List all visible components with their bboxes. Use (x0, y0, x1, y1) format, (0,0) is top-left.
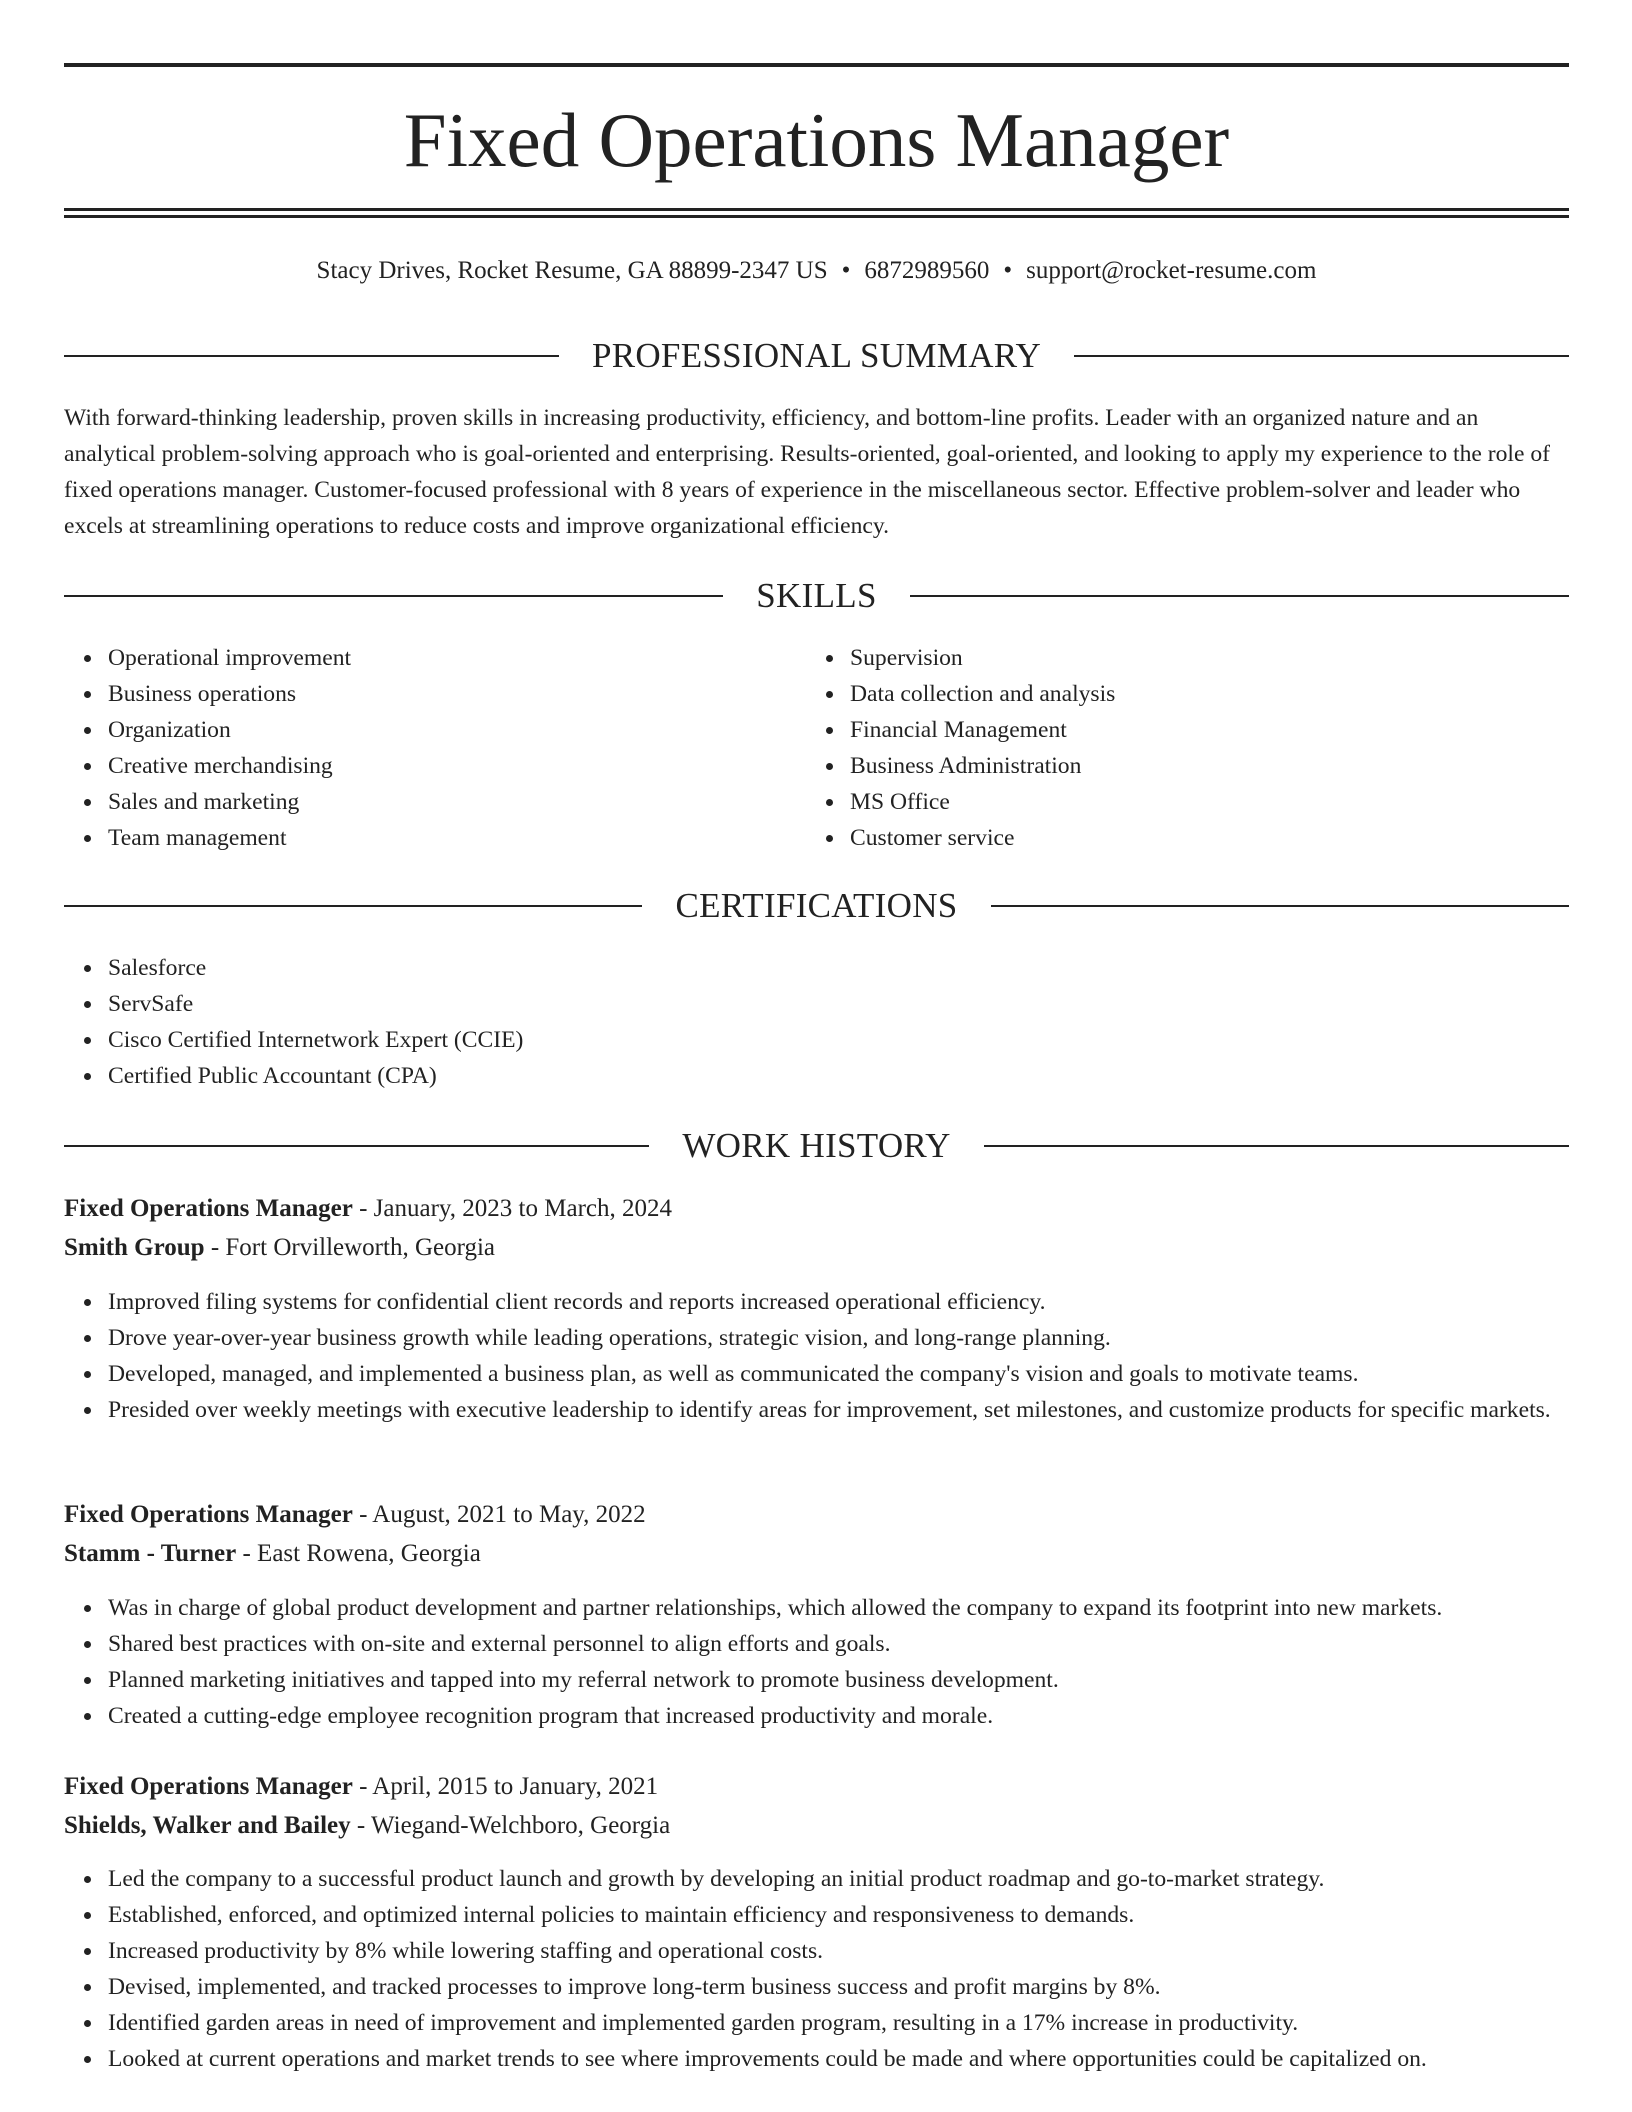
section-rule (984, 1145, 1569, 1147)
job-dates: - August, 2021 to May, 2022 (352, 1501, 646, 1528)
section-title-certifications: CERTIFICATIONS (675, 886, 958, 925)
list-item: Presided over weekly meetings with executive leadership to identify areas for improvement, set milestones, and customize products for specific markets. (108, 1392, 1613, 1428)
section-header-work-history (64, 1124, 1569, 1168)
section-rule (64, 355, 559, 357)
job-location: - Fort Orvilleworth, Georgia (204, 1234, 496, 1261)
job-company: Smith Group (64, 1234, 205, 1261)
section-header-summary (64, 334, 1569, 378)
list-item: Creative merchandising (108, 748, 808, 784)
job-company: Stamm - Turner (64, 1540, 237, 1567)
job-bullets (64, 1590, 1613, 1734)
job-dates: - January, 2023 to March, 2024 (352, 1195, 672, 1222)
job-title-line (64, 1191, 1569, 1227)
list-item: Looked at current operations and market trends to see where improvements could be made and where opportunities could be capitalized on. (108, 2041, 1613, 2077)
list-item: Created a cutting-edge employee recognition program that increased productivity and morale. (108, 1698, 1613, 1734)
contact-line (64, 254, 1569, 288)
contact-address: Stacy Drives, Rocket Resume, GA 88899-2347 US (316, 257, 828, 284)
list-item: Developed, managed, and implemented a business plan, as well as communicated the company's vision and goals to motivate teams. (108, 1356, 1613, 1392)
list-item: Business operations (108, 676, 808, 712)
list-item: Drove year-over-year business growth while leading operations, strategic vision, and long-range planning. (108, 1320, 1613, 1356)
job-title: Fixed Operations Manager (64, 1195, 353, 1222)
job-bullets (64, 1861, 1613, 2077)
list-item: Operational improvement (108, 640, 808, 676)
section-rule (991, 905, 1569, 907)
job-company-line (64, 1808, 1569, 1844)
list-item: Shared best practices with on-site and external personnel to align efforts and goals. (108, 1626, 1613, 1662)
contact-phone: 6872989560 (864, 257, 990, 284)
list-item: Customer service (850, 820, 1550, 856)
certifications-list (64, 950, 1568, 1094)
section-header-certifications (64, 884, 1569, 928)
summary-text: With forward-thinking leadership, proven skills in increasing productivity, efficiency, and bottom-line profits. Leader with an organized nature and an analytical problem-solving approach who is goal-oriented and enterprising. Results-oriented, goal-oriented, and looking to apply my experience to the role of fixed operations manager. Customer-focused professional with 8 years of experience in the miscellaneous sector. Effective problem-solver and leader who excels at streamlining operations to reduce costs and improve organizational efficiency. (64, 405, 1550, 539)
skills-list-right (806, 640, 1550, 856)
list-item: Devised, implemented, and tracked processes to improve long-term business success and profit margins by 8%. (108, 1969, 1613, 2005)
header-bottom-rule-lower (64, 215, 1569, 218)
list-item: Team management (108, 820, 808, 856)
job-dates: - April, 2015 to January, 2021 (352, 1773, 659, 1800)
contact-email: support@rocket-resume.com (1026, 257, 1317, 284)
list-item: Data collection and analysis (850, 676, 1550, 712)
header-top-rule (64, 63, 1569, 67)
section-rule (1074, 355, 1569, 357)
list-item: Identified garden areas in need of improvement and implemented garden program, resulting in a 17% increase in productivity. (108, 2005, 1613, 2041)
list-item: Supervision (850, 640, 1550, 676)
list-item: Sales and marketing (108, 784, 808, 820)
job-company: Shields, Walker and Bailey (64, 1812, 351, 1839)
list-item: Financial Management (850, 712, 1550, 748)
job-location: - East Rowena, Georgia (236, 1540, 481, 1567)
list-item: Increased productivity by 8% while lowering staffing and operational costs. (108, 1933, 1613, 1969)
section-rule (910, 595, 1569, 597)
skills-list-left (64, 640, 808, 856)
section-rule (64, 905, 642, 907)
section-title-summary: PROFESSIONAL SUMMARY (591, 336, 1042, 375)
list-item: MS Office (850, 784, 1550, 820)
section-header-skills (64, 574, 1569, 618)
job-bullets (64, 1284, 1613, 1428)
job-title-line (64, 1769, 1569, 1805)
contact-separator: • (1003, 257, 1013, 284)
list-item: Planned marketing initiatives and tapped into my referral network to promote business development. (108, 1662, 1613, 1698)
list-item: Was in charge of global product development and partner relationships, which allowed the company to expand its footprint into new markets. (108, 1590, 1613, 1626)
job-title-line (64, 1497, 1569, 1533)
list-item: Salesforce (108, 950, 1568, 986)
job-title: Fixed Operations Manager (64, 1501, 353, 1528)
list-item: ServSafe (108, 986, 1568, 1022)
list-item: Established, enforced, and optimized internal policies to maintain efficiency and responsiveness to demands. (108, 1897, 1613, 1933)
section-title-skills: SKILLS (756, 576, 877, 615)
list-item: Organization (108, 712, 808, 748)
job-company-line (64, 1230, 1569, 1266)
job-company-line (64, 1536, 1569, 1572)
job-location: - Wiegand-Welchboro, Georgia (350, 1812, 671, 1839)
list-item: Led the company to a successful product launch and growth by developing an initial product roadmap and go-to-market strategy. (108, 1861, 1613, 1897)
header-bottom-rule-upper (64, 208, 1569, 211)
list-item: Cisco Certified Internetwork Expert (CCIE) (108, 1022, 1568, 1058)
job-title: Fixed Operations Manager (64, 1773, 353, 1800)
list-item: Certified Public Accountant (CPA) (108, 1058, 1568, 1094)
section-rule (64, 595, 723, 597)
contact-separator: • (841, 257, 851, 284)
list-item: Business Administration (850, 748, 1550, 784)
page-title: Fixed Operations Manager (403, 97, 1230, 183)
section-rule (64, 1145, 649, 1147)
section-title-work-history: WORK HISTORY (682, 1126, 951, 1165)
list-item: Improved filing systems for confidential client records and reports increased operational efficiency. (108, 1284, 1613, 1320)
